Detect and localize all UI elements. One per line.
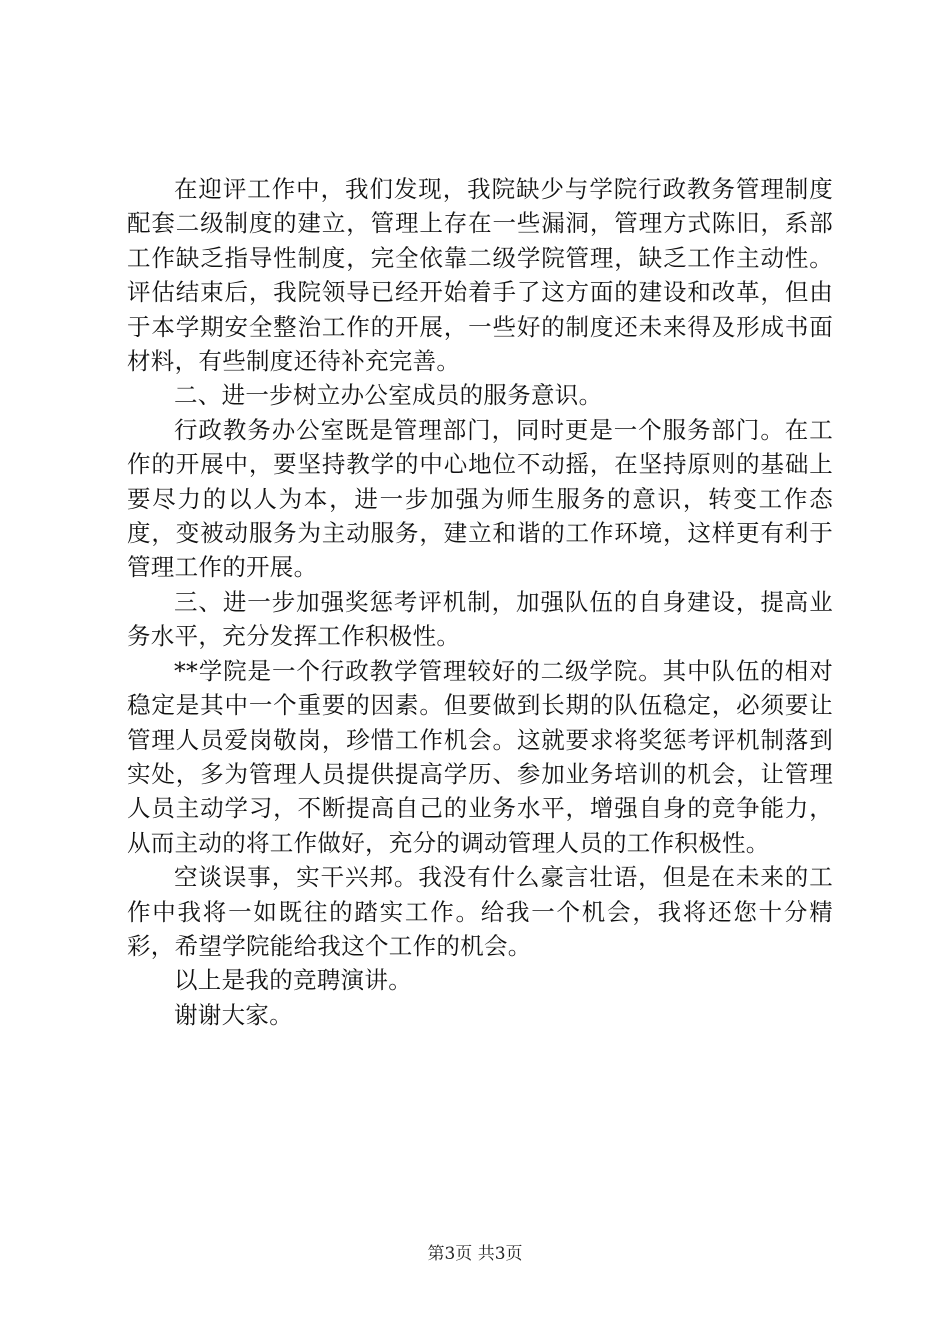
heading-reward-evaluation: 三、进一步加强奖惩考评机制，加强队伍的自身建设，提高业务水平，充分发挥工作积极性。 [127, 587, 833, 651]
paragraph-evaluation-findings: 在迎评工作中，我们发现，我院缺少与学院行政教务管理制度配套二级制度的建立，管理上存在一些漏洞，管理方式陈旧，系部工作缺乏指导性制度，完全依靠二级学院管理，缺乏工作主动性。评估结束后，我院领导已经开始着手了这方面的建设和改革，但由于本学期安全整治工作的开展，一些好的制度还未来得及形成书面材料，有些制度还待补充完善。 [127, 175, 833, 376]
paragraph-service-department: 行政教务办公室既是管理部门，同时更是一个服务部门。在工作的开展中，要坚持教学的中心地位不动摇，在坚持原则的基础上要尽力的以人为本，进一步加强为师生服务的意识，转变工作态度，变被动服务为主动服务，建立和谐的工作环境，这样更有利于管理工作的开展。 [127, 415, 833, 582]
paragraph-speech-end: 以上是我的竞聘演讲。 [174, 966, 412, 995]
document-body [127, 172, 833, 1032]
paragraph-thanks: 谢谢大家。 [174, 1000, 293, 1029]
heading-service-awareness: 二、进一步树立办公室成员的服务意识。 [174, 381, 603, 410]
paragraph-team-stability: **学院是一个行政教学管理较好的二级学院。其中队伍的相对稳定是其中一个重要的因素。但要做到长期的队伍稳定，必须要让管理人员爱岗敬岗，珍惜工作机会。这就要求将奖惩考评机制落到实处，多为管理人员提供提高学历、参加业务培训的机会，让管理人员主动学习，不断提高自己的业务水平，增强自身的竞争能力，从而主动的将工作做好，充分的调动管理人员的工作积极性。 [127, 656, 833, 857]
paragraph-closing-pledge: 空谈误事，实干兴邦。我没有什么豪言壮语，但是在未来的工作中我将一如既往的踏实工作。给我一个机会，我将还您十分精彩，希望学院能给我这个工作的机会。 [127, 863, 833, 960]
page-number-footer: 第3页 共3页 [427, 1244, 523, 1264]
